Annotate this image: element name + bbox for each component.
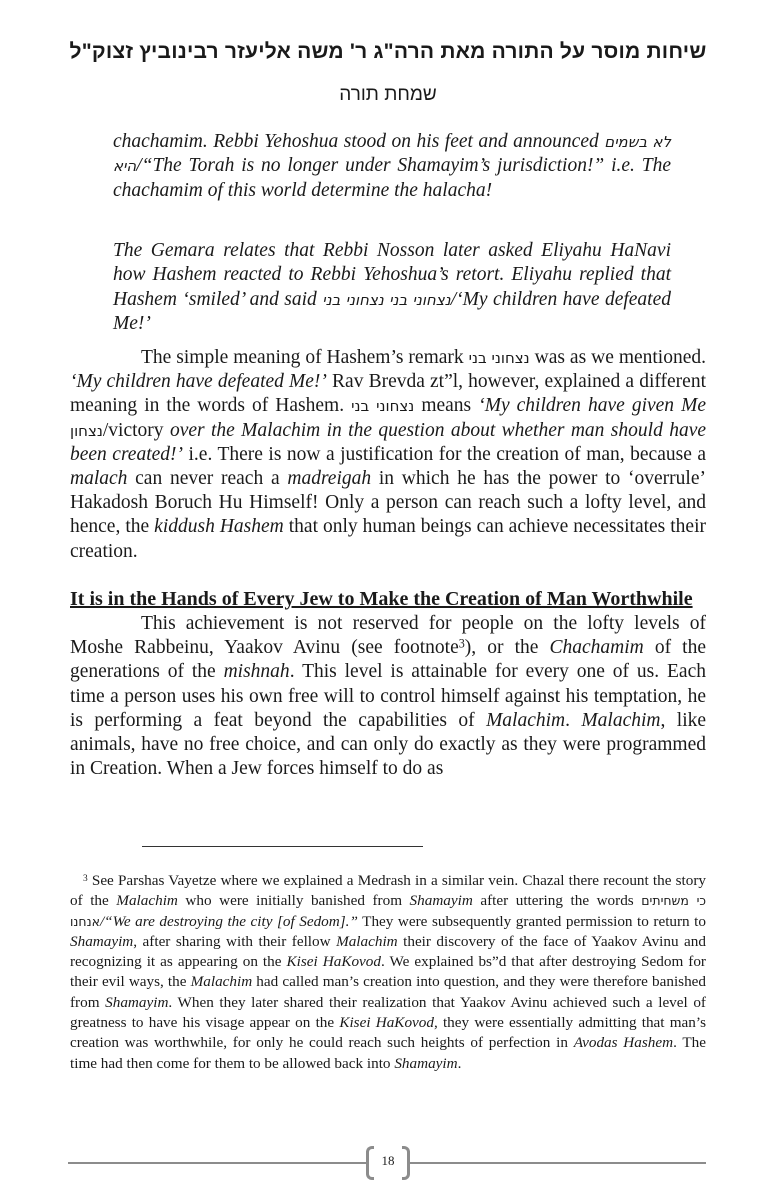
block-quote-1 — [113, 130, 671, 203]
text: can never reach a — [127, 468, 288, 490]
footnote-separator — [142, 846, 423, 847]
text: in which he has the power to ‘overrule’ Hakadosh Boruch Hu Himself! Only a person can reach such a lofty level, and hence, the — [70, 468, 706, 538]
hebrew-phrase: נצחון — [70, 421, 103, 440]
hebrew-phrase: נצחוני בני נצחוני בני — [322, 290, 451, 309]
text: . When they later shared their realization that Yaakov Avinu achieved such a level of greatness to have his visage appear on the — [70, 993, 706, 1032]
text: . The time had then come for them to be allowed back into — [70, 1034, 706, 1072]
italic-text: Shamayim — [394, 1054, 458, 1072]
italic-text: malach — [70, 468, 128, 490]
footer-rule-right — [410, 1162, 706, 1164]
italic-text: Avodas Hashem — [573, 1034, 674, 1052]
text: their discovery of the face of Yaakov Avinu and recognizing it as appearing on the — [70, 932, 706, 971]
text: See Parshas Vayetze where we explained a Medrash in a similar vein. Chazal there recount the story of the — [70, 872, 706, 910]
hebrew-phrase: לא בשמים היא — [113, 133, 671, 176]
quote-text: /‘My children have defeated Me!’ — [113, 288, 671, 334]
footnote-number: 3 — [83, 873, 88, 884]
quote-text: chachamim. Rebbi Yehoshua stood on his feet and announced — [113, 131, 605, 152]
italic-text: Malachim — [190, 973, 253, 991]
quote-text: The Gemara relates that Rebbi Nosson later asked Eliyahu HaNavi how Hashem reacted to Rebbi Yehoshua’s retort. Eliyahu replied that Hashem ‘smiled’ and said — [113, 240, 671, 310]
text: . — [565, 709, 582, 731]
italic-text: Malachim — [581, 709, 661, 731]
footer-rule-left — [68, 1162, 366, 1164]
hebrew-phrase: נצחוני בני — [351, 397, 415, 416]
italic-text: /“We are destroying the city [of Sedom].” — [99, 912, 358, 930]
footnote-3 — [70, 871, 706, 1074]
text: i.e. There is now a justification for the creation of man, because a — [183, 443, 706, 465]
text: , they were essentially admitting that man’s creation was worthwhile, for only he could reach such heights of perfection in — [70, 1014, 706, 1052]
text: means — [414, 395, 479, 417]
text: of the generations of the — [70, 637, 707, 683]
text: , like animals, have no free choice, and can only do exactly as they were programmed in Creation. When a Jew forces himself to do as — [70, 709, 707, 780]
footnote-reference[interactable]: 3 — [458, 636, 465, 651]
section-heading: It is in the Hands of Every Jew to Make the Creation of Man Worthwhile — [70, 588, 693, 610]
right-bracket-icon — [402, 1146, 410, 1180]
text: . We explained bs”d that after destroying Sedom for their evil ways, the — [70, 953, 706, 991]
page-number-badge — [366, 1146, 410, 1182]
text: after uttering the words — [472, 892, 642, 910]
text: was as we mentioned. — [529, 347, 707, 368]
italic-text: over the Malachim in the question about whether man should have been created!’ — [70, 419, 707, 465]
running-header-subtitle: שמחת תורה — [339, 84, 437, 105]
paragraph-2 — [70, 612, 706, 781]
text: that only human beings can achieve necessitates their creation. — [70, 516, 706, 562]
italic-text: Shamayim — [105, 993, 169, 1011]
italic-text: Malachim — [116, 892, 178, 910]
page-number: 18 — [381, 1153, 395, 1168]
italic-text: kiddush Hashem — [154, 516, 284, 538]
text: Rav Brevda zt”l, however, explained a different meaning in the words of Hashem. — [70, 371, 706, 417]
text: /victory — [102, 419, 170, 441]
text: The simple meaning of Hashem’s remark — [141, 347, 469, 368]
italic-text: Kisei HaKovod — [286, 953, 381, 971]
italic-text: Malachim — [486, 709, 566, 731]
text: who were initially banished from — [177, 892, 410, 910]
text: ), or the — [464, 637, 550, 659]
italic-text: Shamayim — [70, 932, 134, 950]
quote-text: /“The Torah is no longer under Shamayim’s jurisdiction!” i.e. The chachamim of this world determine the halacha! — [113, 155, 671, 201]
text: They were subsequently granted permission to return to — [357, 912, 706, 930]
italic-text: ‘My children have defeated Me!’ — [70, 371, 327, 393]
hebrew-phrase: כי משחיתים אנחנו — [70, 893, 707, 929]
text: , after sharing with their fellow — [133, 932, 337, 950]
running-header-title: שיחות מוסר על התורה מאת הרה"ג ר' משה אליעזר רבינוביץ זצוק"ל — [69, 40, 707, 63]
text: This achievement is not reserved for people on the lofty levels of Moshe Rabbeinu, Yaakov Avinu (see footnote — [70, 613, 706, 659]
text: . This level is attainable for every one of us. Each time a person uses his own free will to control himself against his temptation, he is performing a feat beyond the capabilities of — [70, 661, 706, 731]
text: had called man’s creation into question, and they were therefore banished from — [70, 973, 707, 1011]
hebrew-phrase: נצחוני בני — [468, 349, 530, 367]
italic-text: ‘My children have given Me — [478, 395, 706, 417]
italic-text: madreigah — [287, 468, 372, 490]
text: . — [457, 1054, 462, 1072]
block-quote-2 — [113, 239, 671, 336]
italic-text: Chachamim — [549, 637, 644, 659]
italic-text: mishnah — [223, 661, 290, 683]
italic-text: Kisei HaKovod — [339, 1014, 434, 1032]
paragraph-1 — [70, 346, 706, 564]
italic-text: Malachim — [336, 932, 398, 950]
italic-text: Shamayim — [409, 892, 473, 910]
